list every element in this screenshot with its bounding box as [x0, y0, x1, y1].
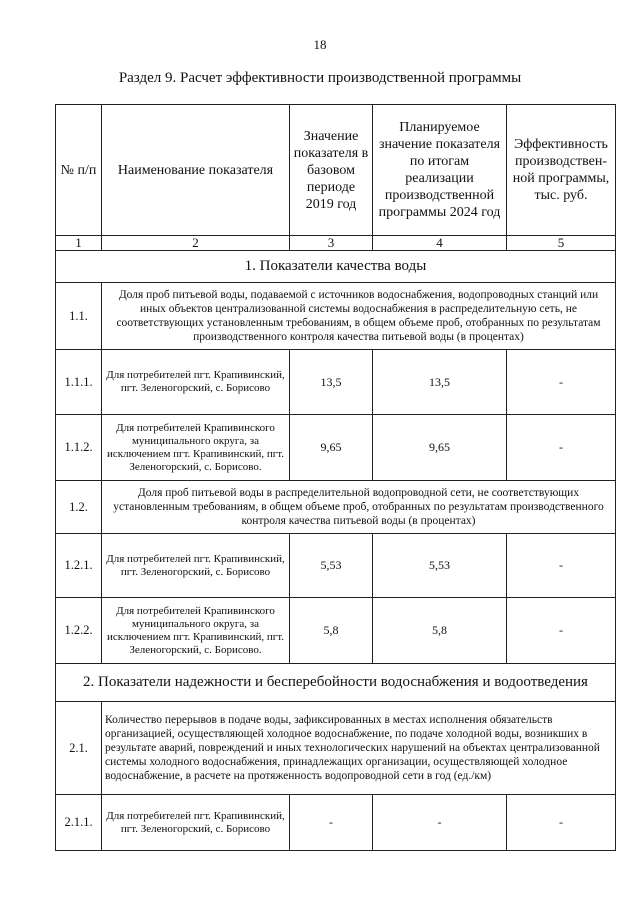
- header-efficiency: Эффективность производствен-ной программы, тыс. руб.: [507, 105, 616, 236]
- header-name: Наименование показателя: [102, 105, 290, 236]
- section-title-quality: 1. Показатели качества воды: [56, 251, 616, 283]
- section-row: [56, 664, 616, 702]
- consumer-name: Для потребителей пгт. Крапивинский, пгт. Зеленогорский, с. Борисово: [102, 350, 290, 415]
- row-index: 1.1.1.: [56, 350, 102, 415]
- table-row: [56, 415, 616, 481]
- base-value: 5,53: [290, 534, 373, 598]
- consumer-name: Для потребителей пгт. Крапивинский, пгт. Зеленогорский, с. Борисово: [102, 534, 290, 598]
- efficiency-table: [55, 104, 616, 851]
- row-index: 1.2.: [56, 481, 102, 534]
- section-row: [56, 251, 616, 283]
- efficiency-value: -: [507, 795, 616, 851]
- consumer-name: Для потребителей Крапивинского муниципального округа, за исключением пгт. Крапивинский, пгт. Зеленогорский, с. Борисово.: [102, 598, 290, 664]
- row-index: 1.1.2.: [56, 415, 102, 481]
- row-index: 2.1.: [56, 702, 102, 795]
- page-number: 18: [313, 37, 327, 52]
- table-row: [56, 534, 616, 598]
- header-planned-value: Планируемое значение показателя по итогам реализации производственной программы 2024 год: [373, 105, 507, 236]
- column-number: 2: [102, 236, 290, 251]
- column-number-row: [56, 236, 616, 251]
- header-base-value: Значение показателя в базовом периоде 2019 год: [290, 105, 373, 236]
- column-number: 3: [290, 236, 373, 251]
- column-number: 5: [507, 236, 616, 251]
- efficiency-value: -: [507, 598, 616, 664]
- planned-value: -: [373, 795, 507, 851]
- column-number: 1: [56, 236, 102, 251]
- section-title: Раздел 9. Расчет эффективности производственной программы: [118, 70, 522, 86]
- efficiency-value: -: [507, 534, 616, 598]
- header-number: № п/п: [56, 105, 102, 236]
- indicator-row: [56, 283, 616, 350]
- table-row: [56, 795, 616, 851]
- planned-value: 13,5: [373, 350, 507, 415]
- planned-value: 9,65: [373, 415, 507, 481]
- base-value: 5,8: [290, 598, 373, 664]
- efficiency-value: -: [507, 415, 616, 481]
- base-value: 13,5: [290, 350, 373, 415]
- planned-value: 5,8: [373, 598, 507, 664]
- indicator-row: [56, 702, 616, 795]
- table-row: [56, 350, 616, 415]
- planned-value: 5,53: [373, 534, 507, 598]
- efficiency-value: -: [507, 350, 616, 415]
- row-index: 1.2.2.: [56, 598, 102, 664]
- header-row: [56, 105, 616, 236]
- indicator-description: Количество перерывов в подаче воды, зафиксированных в местах исполнения обязательств организацией, осуществляющей холодное водоснабжение, по подаче холодной воды, возникших в результате аварий, повреждений и иных технологических нарушений на объектах централизованной системы холодного водоснабжения, принадлежащих организации, осуществляющей холодное водоснабжение, в расчете на протяженность водопроводной сети в год (ед./км): [102, 702, 616, 795]
- consumer-name: Для потребителей пгт. Крапивинский, пгт. Зеленогорский, с. Борисово: [102, 795, 290, 851]
- section-title-reliability: 2. Показатели надежности и бесперебойности водоснабжения и водоотведения: [56, 664, 616, 702]
- base-value: 9,65: [290, 415, 373, 481]
- table-row: [56, 598, 616, 664]
- consumer-name: Для потребителей Крапивинского муниципального округа, за исключением пгт. Крапивинский, пгт. Зеленогорский, с. Борисово.: [102, 415, 290, 481]
- row-index: 2.1.1.: [56, 795, 102, 851]
- row-index: 1.2.1.: [56, 534, 102, 598]
- indicator-row: [56, 481, 616, 534]
- row-index: 1.1.: [56, 283, 102, 350]
- base-value: -: [290, 795, 373, 851]
- indicator-description: Доля проб питьевой воды в распределительной водопроводной сети, не соответствующих установленным требованиям, в общем объеме проб, отобранных по результатам производственного контроля качества питьевой воды (в процентах): [102, 481, 616, 534]
- indicator-description: Доля проб питьевой воды, подаваемой с источников водоснабжения, водопроводных станций или иных объектов централизованной системы водоснабжения в распределительную сеть, не соответствующих установленным требованиям, в общем объеме проб, отобранных по результатам производственного контроля качества питьевой воды (в процентах): [102, 283, 616, 350]
- column-number: 4: [373, 236, 507, 251]
